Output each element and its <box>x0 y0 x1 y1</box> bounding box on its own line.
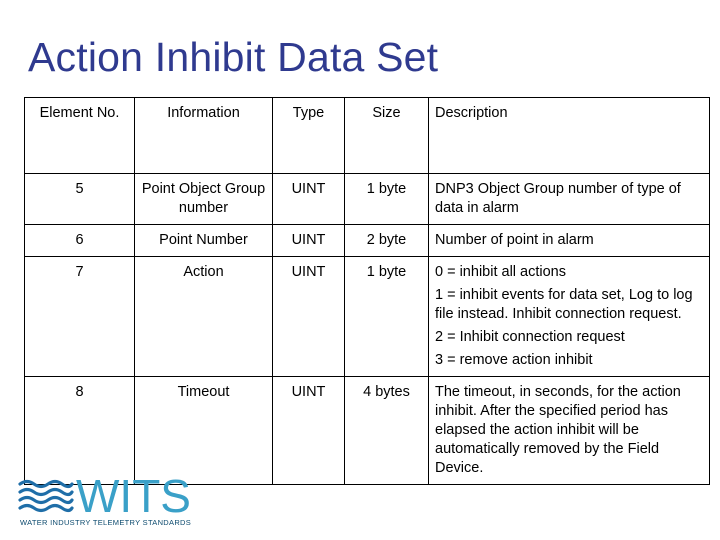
slide-title: Action Inhibit Data Set <box>28 34 439 80</box>
header-description: Description <box>429 98 710 174</box>
cell-information: Timeout <box>135 377 273 485</box>
cell-type: UINT <box>273 257 345 377</box>
cell-type: UINT <box>273 225 345 257</box>
description-line: 2 = Inhibit connection request <box>435 329 625 345</box>
cell-type: UINT <box>273 377 345 485</box>
table-row <box>25 225 710 257</box>
description-line: The timeout, in seconds, for the action inhibit. After the specified period has elapsed the action inhibit will be automatically removed by the Field Device. <box>435 384 681 476</box>
cell-size: 4 bytes <box>345 377 429 485</box>
cell-information: Point Number <box>135 225 273 257</box>
cell-size: 1 byte <box>345 257 429 377</box>
table-row <box>25 377 710 485</box>
description-line: DNP3 Object Group number of type of data in alarm <box>435 181 681 216</box>
logo-tagline: WATER INDUSTRY TELEMETRY STANDARDS <box>20 518 192 527</box>
cell-description <box>429 225 710 257</box>
header-element-no: Element No. <box>25 98 135 174</box>
cell-element: 6 <box>25 225 135 257</box>
table-header-row <box>25 98 710 174</box>
description-line: 0 = inhibit all actions <box>435 264 566 280</box>
cell-size: 1 byte <box>345 174 429 225</box>
wits-logo <box>18 472 218 532</box>
cell-description <box>429 257 710 377</box>
cell-size: 2 byte <box>345 225 429 257</box>
action-inhibit-table <box>24 97 710 485</box>
wits-waves-icon <box>18 472 218 520</box>
header-information: Information <box>135 98 273 174</box>
cell-type: UINT <box>273 174 345 225</box>
wits-wordmark: WITS <box>76 472 191 520</box>
cell-information: Action <box>135 257 273 377</box>
header-size: Size <box>345 98 429 174</box>
header-type: Type <box>273 98 345 174</box>
cell-element: 5 <box>25 174 135 225</box>
table-row <box>25 174 710 225</box>
description-line: 3 = remove action inhibit <box>435 352 593 368</box>
cell-element: 7 <box>25 257 135 377</box>
cell-description <box>429 377 710 485</box>
cell-element: 8 <box>25 377 135 485</box>
table-row <box>25 257 710 377</box>
description-line: Number of point in alarm <box>435 232 594 248</box>
description-line: 1 = inhibit events for data set, Log to log file instead. Inhibit connection request. <box>435 287 693 322</box>
cell-information: Point Object Group number <box>135 174 273 225</box>
cell-description <box>429 174 710 225</box>
